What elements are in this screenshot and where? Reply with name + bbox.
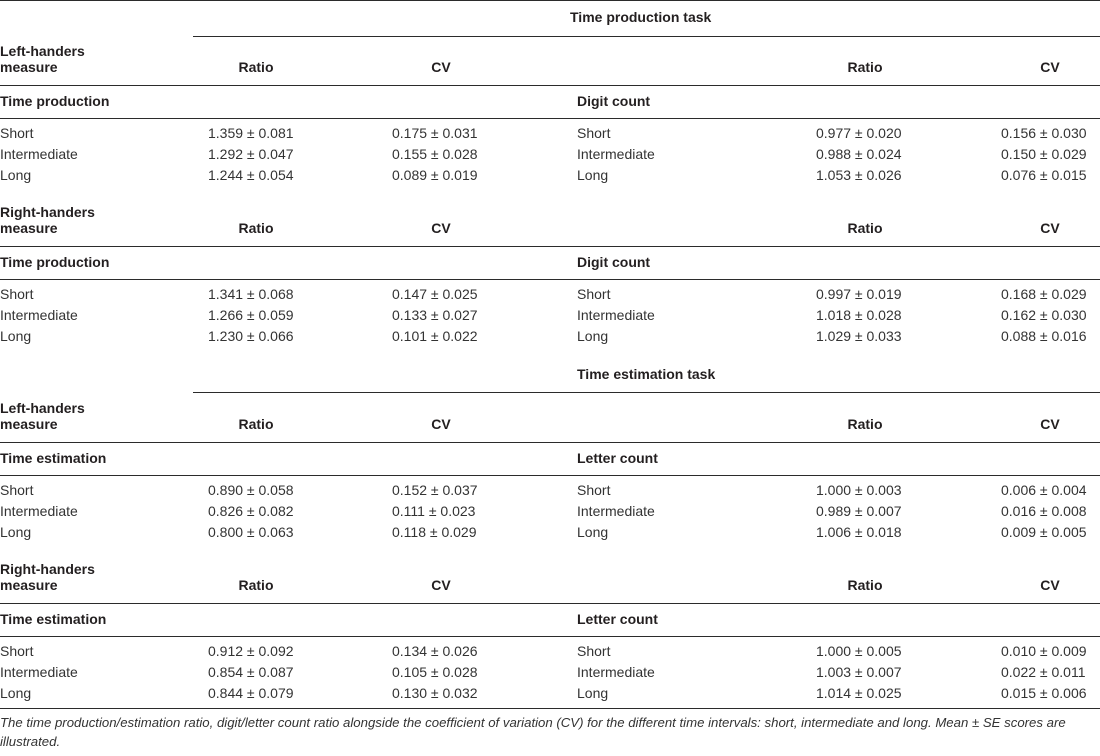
ratio-cell: 0.912 ± 0.092: [208, 643, 294, 659]
ratio-column-header: Ratio: [847, 416, 883, 432]
cv-column-header: CV: [431, 59, 451, 75]
row-label: Long: [577, 685, 609, 701]
count-cv-cell: 0.006 ± 0.004: [1001, 482, 1087, 498]
header-rule: [0, 603, 1100, 604]
row-label: Long: [0, 524, 32, 540]
cv-cell: 0.175 ± 0.031: [392, 125, 478, 141]
row-label: Short: [577, 643, 611, 659]
measure-label: Time estimation: [0, 450, 107, 466]
ratio-cell: 0.826 ± 0.082: [208, 503, 294, 519]
count-ratio-cell: 1.003 ± 0.007: [816, 664, 902, 680]
row-label: Long: [577, 167, 609, 183]
row-label: Long: [0, 685, 32, 701]
row-label: Long: [577, 328, 609, 344]
row-label: Short: [577, 482, 611, 498]
row-label: Intermediate: [577, 503, 655, 519]
count-cv-cell: 0.076 ± 0.015: [1001, 167, 1087, 183]
cv-cell: 0.130 ± 0.032: [392, 685, 478, 701]
count-label: Digit count: [577, 254, 651, 270]
cv-cell: 0.089 ± 0.019: [392, 167, 478, 183]
cv-cell: 0.133 ± 0.027: [392, 307, 478, 323]
row-label: Intermediate: [0, 503, 78, 519]
row-label: Intermediate: [577, 307, 655, 323]
row-label: Short: [577, 286, 611, 302]
count-label: Letter count: [577, 450, 658, 466]
count-cv-cell: 0.010 ± 0.009: [1001, 643, 1087, 659]
cv-cell: 0.147 ± 0.025: [392, 286, 478, 302]
count-ratio-cell: 1.000 ± 0.003: [816, 482, 902, 498]
row-label: Short: [0, 482, 34, 498]
ratio-cell: 1.230 ± 0.066: [208, 328, 294, 344]
measure-header-line1: Left-handers: [0, 400, 85, 416]
table-caption: The time production/estimation ratio, digit/letter count ratio alongside the coefficient of variation (CV) for the different time intervals: short, intermediate and long. Mean ± SE scores are illustrated.: [0, 715, 1066, 749]
estimation-task-rule: [193, 392, 1100, 393]
cv-cell: 0.155 ± 0.028: [392, 146, 478, 162]
count-ratio-cell: 0.977 ± 0.020: [816, 125, 902, 141]
ratio-column-header: Ratio: [238, 59, 274, 75]
cv-cell: 0.105 ± 0.028: [392, 664, 478, 680]
cv-column-header: CV: [1040, 220, 1060, 236]
measure-header-line1: Right-handers: [0, 204, 95, 220]
ratio-cell: 1.244 ± 0.054: [208, 167, 294, 183]
ratio-cell: 0.844 ± 0.079: [208, 685, 294, 701]
cv-column-header: CV: [1040, 416, 1060, 432]
cv-column-header: CV: [431, 416, 451, 432]
row-label: Intermediate: [0, 307, 78, 323]
row-label: Intermediate: [0, 146, 78, 162]
measure-label: Time production: [0, 254, 110, 270]
count-ratio-cell: 0.989 ± 0.007: [816, 503, 902, 519]
cv-cell: 0.111 ± 0.023: [392, 503, 476, 519]
measure-label: Time estimation: [0, 611, 107, 627]
ratio-cell: 1.266 ± 0.059: [208, 307, 294, 323]
row-label: Short: [0, 643, 34, 659]
bottom-rule: [0, 708, 1100, 709]
header-rule: [0, 246, 1100, 247]
row-label: Long: [0, 167, 32, 183]
cv-cell: 0.118 ± 0.029: [392, 524, 477, 540]
ratio-column-header: Ratio: [238, 416, 274, 432]
estimation-task-title: Time estimation task: [577, 366, 716, 382]
ratio-column-header: Ratio: [847, 59, 883, 75]
count-cv-cell: 0.156 ± 0.030: [1001, 125, 1087, 141]
count-ratio-cell: 1.000 ± 0.005: [816, 643, 902, 659]
count-ratio-cell: 1.053 ± 0.026: [816, 167, 902, 183]
row-label: Short: [577, 125, 611, 141]
row-label: Short: [0, 125, 34, 141]
cv-cell: 0.101 ± 0.022: [392, 328, 478, 344]
row-label: Short: [0, 286, 34, 302]
cv-column-header: CV: [1040, 59, 1060, 75]
ratio-column-header: Ratio: [238, 220, 274, 236]
count-cv-cell: 0.162 ± 0.030: [1001, 307, 1087, 323]
cv-cell: 0.152 ± 0.037: [392, 482, 478, 498]
ratio-column-header: Ratio: [238, 577, 274, 593]
header-rule: [0, 442, 1100, 443]
measure-header-line1: Left-handers: [0, 43, 85, 59]
count-cv-cell: 0.150 ± 0.029: [1001, 146, 1087, 162]
subheader-rule: [0, 475, 1100, 476]
row-label: Intermediate: [577, 664, 655, 680]
measure-header-line2: measure: [0, 220, 58, 236]
production-task-title: Time production task: [570, 9, 712, 25]
subheader-rule: [0, 636, 1100, 637]
count-ratio-cell: 1.014 ± 0.025: [816, 685, 902, 701]
row-label: Intermediate: [577, 146, 655, 162]
subheader-rule: [0, 279, 1100, 280]
count-ratio-cell: 0.988 ± 0.024: [816, 146, 902, 162]
measure-label: Time production: [0, 93, 110, 109]
ratio-cell: 1.359 ± 0.081: [208, 125, 294, 141]
ratio-column-header: Ratio: [847, 577, 883, 593]
cv-column-header: CV: [1040, 577, 1060, 593]
ratio-cell: 0.890 ± 0.058: [208, 482, 294, 498]
row-label: Long: [0, 328, 32, 344]
count-label: Digit count: [577, 93, 651, 109]
cv-column-header: CV: [431, 220, 451, 236]
ratio-column-header: Ratio: [847, 220, 883, 236]
count-ratio-cell: 1.006 ± 0.018: [816, 524, 902, 540]
subheader-rule: [0, 118, 1100, 119]
count-cv-cell: 0.022 ± 0.011: [1001, 664, 1086, 680]
count-ratio-cell: 1.029 ± 0.033: [816, 328, 902, 344]
header-rule: [0, 85, 1100, 86]
row-label: Long: [577, 524, 609, 540]
count-ratio-cell: 1.018 ± 0.028: [816, 307, 902, 323]
cv-cell: 0.134 ± 0.026: [392, 643, 478, 659]
top-rule: [0, 0, 1100, 1]
count-ratio-cell: 0.997 ± 0.019: [816, 286, 902, 302]
row-label: Intermediate: [0, 664, 78, 680]
measure-header-line2: measure: [0, 416, 58, 432]
count-cv-cell: 0.168 ± 0.029: [1001, 286, 1087, 302]
count-cv-cell: 0.088 ± 0.016: [1001, 328, 1087, 344]
measure-header-line2: measure: [0, 59, 58, 75]
count-cv-cell: 0.015 ± 0.006: [1001, 685, 1087, 701]
measure-header-line1: Right-handers: [0, 561, 95, 577]
count-label: Letter count: [577, 611, 658, 627]
cv-column-header: CV: [431, 577, 451, 593]
measure-header-line2: measure: [0, 577, 58, 593]
production-task-rule: [193, 36, 1100, 37]
count-cv-cell: 0.009 ± 0.005: [1001, 524, 1087, 540]
ratio-cell: 0.854 ± 0.087: [208, 664, 294, 680]
ratio-cell: 1.292 ± 0.047: [208, 146, 294, 162]
ratio-cell: 0.800 ± 0.063: [208, 524, 294, 540]
ratio-cell: 1.341 ± 0.068: [208, 286, 294, 302]
count-cv-cell: 0.016 ± 0.008: [1001, 503, 1087, 519]
